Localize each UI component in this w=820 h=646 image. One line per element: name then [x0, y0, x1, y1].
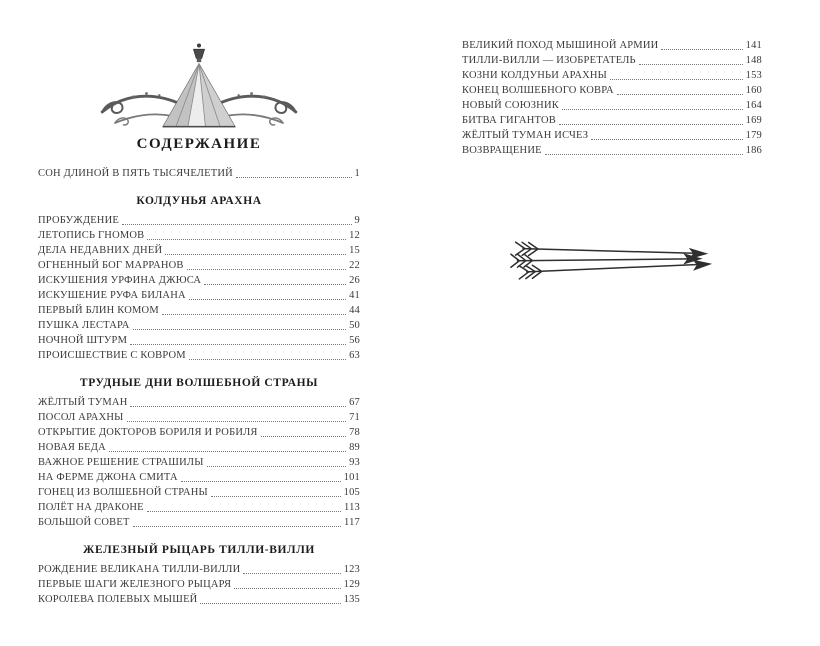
toc-leader-dots: [545, 154, 743, 155]
toc-entry-title: ПУШКА ЛЕСТАРА: [38, 320, 130, 332]
toc-entry-title: НА ФЕРМЕ ДЖОНА СМИТА: [38, 472, 178, 484]
toc-entry: [462, 38, 762, 53]
toc-entry-title: ВОЗВРАЩЕНИЕ: [462, 145, 542, 156]
toc-entry: [38, 288, 360, 303]
toc-leader-dots: [127, 421, 347, 422]
toc-entry-page: 117: [344, 517, 360, 529]
toc-entry-page: 135: [343, 594, 360, 606]
toc-leader-dots: [261, 436, 346, 437]
toc-entry: [38, 213, 360, 228]
toc-entry-page: 123: [343, 564, 360, 576]
toc-entry: [38, 395, 360, 410]
toc-entry-title: КОЗНИ КОЛДУНЬИ АРАХНЫ: [462, 70, 608, 81]
toc-entry-title: СОН ДЛИНОЙ В ПЯТЬ ТЫСЯЧЕЛЕТИЙ: [38, 168, 233, 180]
toc-entry: [462, 68, 762, 83]
toc-entry: [38, 455, 360, 470]
toc-entry-title: ЖЁЛТЫЙ ТУМАН: [38, 397, 128, 409]
toc-entry: [38, 425, 360, 440]
toc-entry-title: НОЧНОЙ ШТУРМ: [38, 335, 128, 347]
toc-entry-page: 89: [349, 442, 360, 454]
toc-entry-title: ПЕРВЫЙ БЛИН КОМОМ: [38, 305, 159, 317]
toc-entry-page: 141: [745, 40, 762, 51]
toc-leader-dots: [130, 344, 346, 345]
toc-entry: [462, 83, 762, 98]
toc-title: СОДЕРЖАНИЕ: [136, 136, 262, 153]
toc-entry-page: 15: [349, 245, 360, 257]
toc-entry-title: ПРОБУЖДЕНИЕ: [38, 215, 119, 227]
toc-leader-dots: [133, 526, 341, 527]
three-arrows-illustration: [510, 230, 715, 288]
toc-entry: [462, 143, 762, 158]
toc-entry: [462, 98, 762, 113]
toc-entry-title: ПОЛЁТ НА ДРАКОНЕ: [38, 502, 144, 514]
toc-leader-dots: [162, 314, 346, 315]
toc-leader-dots: [591, 139, 742, 140]
toc-leader-dots: [562, 109, 743, 110]
toc-entry-page: 56: [349, 335, 360, 347]
toc-entry: [38, 577, 360, 592]
toc-entry-page: 26: [349, 275, 360, 287]
toc-leader-dots: [189, 299, 346, 300]
toc-entry: [38, 318, 360, 333]
toc-entry: [38, 440, 360, 455]
toc-entry-title: ЖЁЛТЫЙ ТУМАН ИСЧЕЗ: [462, 130, 589, 141]
toc-sections: [38, 195, 360, 607]
toc-leader-dots: [133, 329, 347, 330]
toc-entry-page: 169: [745, 115, 762, 126]
toc-entry-title: ПРОИСШЕСТВИЕ С КОВРОМ: [38, 350, 186, 362]
toc-entry-title: ТИЛЛИ-ВИЛЛИ — ИЗОБРЕТАТЕЛЬ: [462, 55, 636, 66]
toc-entry: [38, 562, 360, 577]
crystal-ornament-illustration: [93, 40, 305, 132]
toc-entry-page: 113: [344, 502, 360, 514]
toc-entry-title: ВЕЛИКИЙ ПОХОД МЫШИНОЙ АРМИИ: [462, 40, 659, 51]
toc-leader-dots: [122, 224, 352, 225]
toc-leader-dots: [109, 451, 346, 452]
toc-entry-title: ПЕРВЫЕ ШАГИ ЖЕЛЕЗНОГО РЫЦАРЯ: [38, 579, 232, 591]
toc-entry: [38, 470, 360, 485]
toc-entry-page: 63: [349, 350, 360, 362]
toc-entry-page: 50: [349, 320, 360, 332]
toc-entry-page: 22: [349, 260, 360, 272]
toc-entry-page: 44: [349, 305, 360, 317]
toc-leader-dots: [207, 466, 347, 467]
toc-leader-dots: [236, 177, 352, 178]
toc-leader-dots: [243, 573, 340, 574]
toc-entry-page: 160: [745, 85, 762, 96]
toc-entry: [38, 592, 360, 607]
toc-entry-page: 78: [349, 427, 360, 439]
toc-entry-title: ГОНЕЦ ИЗ ВОЛШЕБНОЙ СТРАНЫ: [38, 487, 208, 499]
toc-entry-title: ЛЕТОПИСЬ ГНОМОВ: [38, 230, 145, 242]
toc-entry-page: 12: [349, 230, 360, 242]
toc-entry: [462, 113, 762, 128]
toc-left-page: [38, 0, 360, 607]
toc-entry-title: КОНЕЦ ВОЛШЕБНОГО КОВРА: [462, 85, 614, 96]
toc-entry-title: НОВАЯ БЕДА: [38, 442, 106, 454]
toc-entry-page: 105: [343, 487, 360, 499]
toc-leader-dots: [187, 269, 346, 270]
toc-entry-title: КОРОЛЕВА ПОЛЕВЫХ МЫШЕЙ: [38, 594, 198, 606]
toc-entry-title: ИСКУШЕНИЯ УРФИНА ДЖЮСА: [38, 275, 202, 287]
toc-entry: [462, 128, 762, 143]
toc-entry-title: ПОСОЛ АРАХНЫ: [38, 412, 124, 424]
toc-intro-entries: [38, 166, 360, 181]
toc-leader-dots: [200, 603, 340, 604]
toc-leader-dots: [610, 79, 743, 80]
toc-leader-dots: [147, 511, 341, 512]
toc-entry-page: 148: [745, 55, 762, 66]
section-heading: КОЛДУНЬЯ АРАХНА: [136, 195, 262, 208]
toc-entry-title: ОТКРЫТИЕ ДОКТОРОВ БОРИЛЯ И РОБИЛЯ: [38, 427, 258, 439]
section-heading: ЖЕЛЕЗНЫЙ РЫЦАРЬ ТИЛЛИ-ВИЛЛИ: [83, 544, 315, 557]
toc-leader-dots: [181, 481, 341, 482]
section-heading: ТРУДНЫЕ ДНИ ВОЛШЕБНОЙ СТРАНЫ: [79, 377, 319, 390]
toc-leader-dots: [661, 49, 742, 50]
toc-right-entries: [462, 38, 762, 158]
toc-entry-page: 101: [343, 472, 360, 484]
toc-entry-page: 9: [354, 215, 360, 227]
toc-entry: [38, 303, 360, 318]
toc-entry-title: ВАЖНОЕ РЕШЕНИЕ СТРАШИЛЫ: [38, 457, 204, 469]
toc-entry-page: 71: [349, 412, 360, 424]
toc-entry: [38, 348, 360, 363]
toc-entry-page: 41: [349, 290, 360, 302]
toc-leader-dots: [211, 496, 341, 497]
toc-entry: [38, 515, 360, 530]
toc-entry-title: РОЖДЕНИЕ ВЕЛИКАНА ТИЛЛИ-ВИЛЛИ: [38, 564, 241, 576]
toc-leader-dots: [147, 239, 346, 240]
toc-entry-title: БИТВА ГИГАНТОВ: [462, 115, 556, 126]
toc-leader-dots: [234, 588, 340, 589]
toc-entry-title: ОГНЕННЫЙ БОГ МАРРАНОВ: [38, 260, 184, 272]
toc-entry-page: 164: [745, 100, 762, 111]
toc-entry-page: 186: [745, 145, 762, 156]
toc-leader-dots: [165, 254, 346, 255]
toc-leader-dots: [204, 284, 346, 285]
toc-entry: [38, 166, 360, 181]
toc-entry-page: 179: [745, 130, 762, 141]
toc-entry: [38, 410, 360, 425]
toc-leader-dots: [559, 124, 743, 125]
toc-entry-page: 1: [354, 168, 360, 180]
toc-entry-page: 129: [343, 579, 360, 591]
toc-entry: [462, 53, 762, 68]
toc-entry: [38, 500, 360, 515]
toc-leader-dots: [617, 94, 743, 95]
toc-entry-title: ДЕЛА НЕДАВНИХ ДНЕЙ: [38, 245, 163, 257]
toc-entry-title: БОЛЬШОЙ СОВЕТ: [38, 517, 130, 529]
toc-entry: [38, 243, 360, 258]
toc-entry-page: 153: [745, 70, 762, 81]
toc-entry: [38, 485, 360, 500]
toc-entry-title: ИСКУШЕНИЕ РУФА БИЛАНА: [38, 290, 186, 302]
toc-entry: [38, 273, 360, 288]
toc-leader-dots: [639, 64, 743, 65]
toc-entry: [38, 258, 360, 273]
toc-leader-dots: [189, 359, 346, 360]
toc-right-page: [462, 38, 762, 288]
toc-entry: [38, 333, 360, 348]
toc-entry-title: НОВЫЙ СОЮЗНИК: [462, 100, 559, 111]
toc-entry-page: 93: [349, 457, 360, 469]
toc-entry-page: 67: [349, 397, 360, 409]
toc-leader-dots: [130, 406, 346, 407]
toc-entry: [38, 228, 360, 243]
